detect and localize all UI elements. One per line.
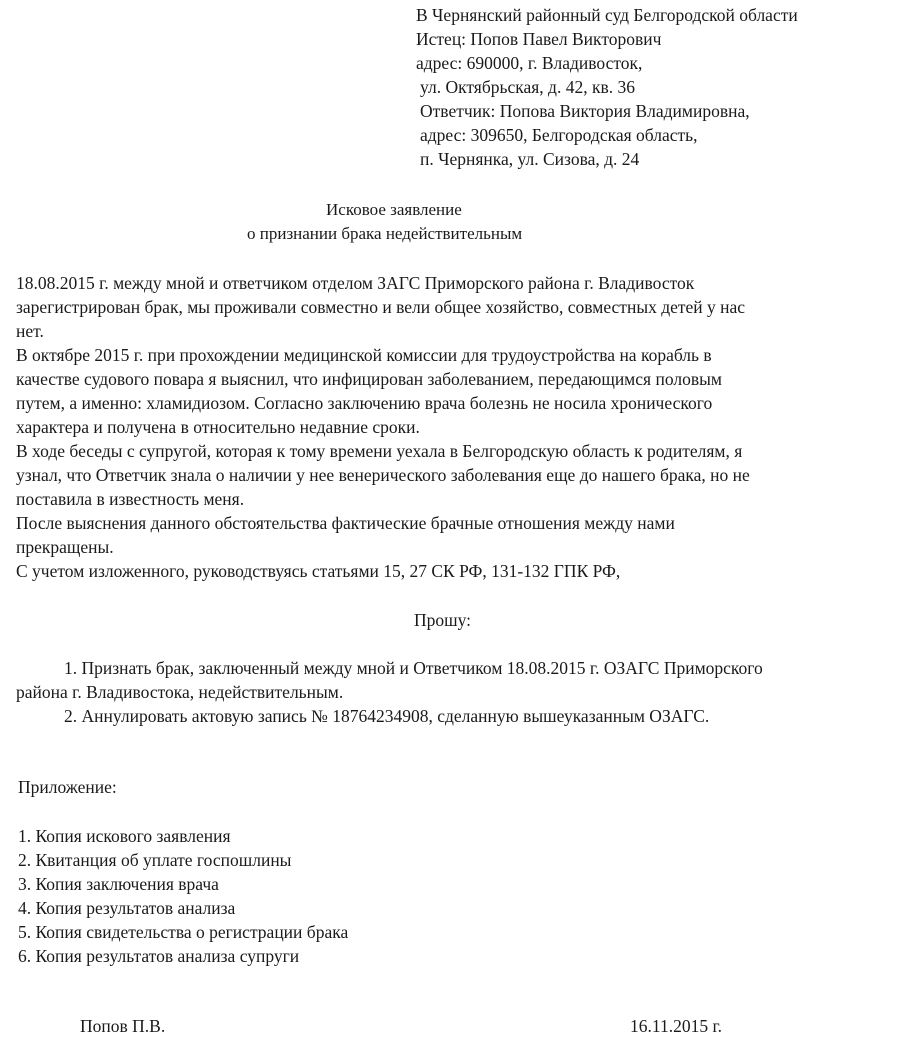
court-name: В Чернянский районный суд Белгородской области bbox=[416, 5, 798, 25]
request-item-1-continuation: района г. Владивостока, недействительным. bbox=[16, 682, 344, 702]
plaintiff-name: Истец: Попов Павел Викторович bbox=[416, 29, 662, 49]
appendix-item: 1. Копия искового заявления bbox=[18, 826, 231, 846]
appendix-item: 3. Копия заключения врача bbox=[18, 874, 219, 894]
defendant-address-line-2: п. Чернянка, ул. Сизова, д. 24 bbox=[420, 149, 640, 169]
body-line: зарегистрирован брак, мы проживали совместно и вели общее хозяйство, совместных детей у нас bbox=[16, 297, 746, 317]
signature-name: Попов П.В. bbox=[80, 1016, 166, 1036]
appendix-item: 6. Копия результатов анализа супруги bbox=[18, 946, 300, 966]
body-line: нет. bbox=[16, 321, 44, 341]
body-line: 18.08.2015 г. между мной и ответчиком отделом ЗАГС Приморского района г. Владивосток bbox=[16, 273, 695, 293]
appendix-heading: Приложение: bbox=[18, 777, 117, 797]
body-line: поставила в известность меня. bbox=[16, 489, 245, 509]
appendix-item: 2. Квитанция об уплате госпошлины bbox=[18, 850, 292, 870]
body-line: узнал, что Ответчик знала о наличии у нее венерического заболевания еще до нашего брака, но не bbox=[16, 465, 750, 485]
appendix-item: 4. Копия результатов анализа bbox=[18, 898, 236, 918]
request-heading: Прошу: bbox=[414, 610, 471, 630]
plaintiff-address-line-2: ул. Октябрьская, д. 42, кв. 36 bbox=[420, 77, 635, 97]
document-subtitle: о признании брака недействительным bbox=[247, 224, 523, 243]
defendant-address-line-1: адрес: 309650, Белгородская область, bbox=[420, 125, 698, 145]
body-line: прекращены. bbox=[16, 537, 114, 557]
document-title: Исковое заявление bbox=[326, 200, 462, 219]
body-line: В октябре 2015 г. при прохождении медицинской комиссии для трудоустройства на корабль в bbox=[16, 345, 712, 365]
body-line: В ходе беседы с супругой, которая к тому времени уехала в Белгородскую область к родителям, я bbox=[16, 441, 743, 461]
appendix-item: 5. Копия свидетельства о регистрации брака bbox=[18, 922, 349, 942]
request-item-1: 1. Признать брак, заключенный между мной и Ответчиком 18.08.2015 г. ОЗАГС Приморского bbox=[64, 658, 763, 678]
request-item-2: 2. Аннулировать актовую запись № 18764234908, сделанную вышеуказанным ОЗАГС. bbox=[64, 706, 710, 726]
body-line: После выяснения данного обстоятельства фактические брачные отношения между нами bbox=[16, 513, 675, 533]
body-line: С учетом изложенного, руководствуясь статьями 15, 27 СК РФ, 131-132 ГПК РФ, bbox=[16, 561, 621, 581]
body-line: путем, а именно: хламидиозом. Согласно заключению врача болезнь не носила хронического bbox=[16, 393, 713, 413]
body-line: качестве судового повара я выяснил, что инфицирован заболеванием, передающимся половым bbox=[16, 369, 722, 389]
body-line: характера и получена в относительно недавние сроки. bbox=[16, 417, 420, 437]
plaintiff-address-line-1: адрес: 690000, г. Владивосток, bbox=[416, 53, 643, 73]
signature-date: 16.11.2015 г. bbox=[630, 1016, 723, 1036]
defendant-name: Ответчик: Попова Виктория Владимировна, bbox=[420, 101, 750, 121]
